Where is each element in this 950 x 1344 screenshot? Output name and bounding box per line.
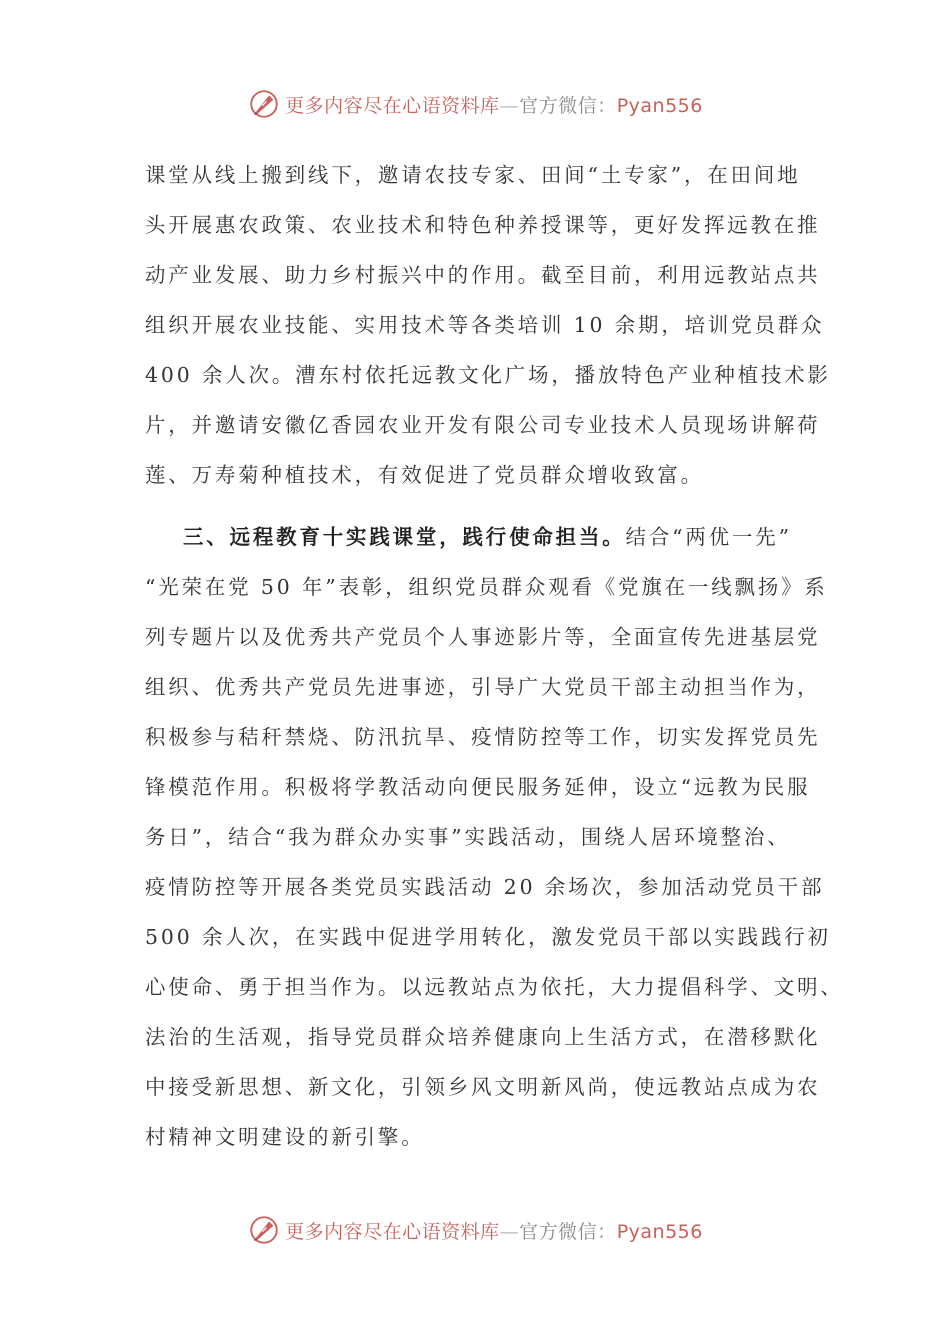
- pen-nib-circle-icon: [247, 1213, 281, 1247]
- text-line: 村精神文明建设的新引擎。: [145, 1125, 425, 1149]
- text-line: 课堂从线上搬到线下，邀请农技专家、田间“土专家”，在田间地: [145, 163, 801, 187]
- text-line: 积极参与秸秆禁烧、防汛抗旱、疫情防控等工作，切实发挥党员先: [145, 725, 821, 749]
- banner-text: [285, 91, 703, 118]
- text-line: 片，并邀请安徽亿香园农业开发有限公司专业技术人员现场讲解荷: [145, 413, 821, 437]
- paragraph-1: [145, 150, 831, 500]
- paragraph-2: [145, 512, 844, 1162]
- banner-dash: —: [499, 1220, 520, 1243]
- banner-site-name: 更多内容尽在心语资料库: [285, 1220, 500, 1243]
- document-body: [145, 150, 844, 1162]
- banner-site-name: 更多内容尽在心语资料库: [285, 94, 500, 117]
- section-heading: 三、远程教育十实践课堂，践行使命担当。: [183, 525, 626, 549]
- banner-wechat-label: 官方微信：: [519, 1220, 617, 1243]
- text-line: 疫情防控等开展各类党员实践活动 20 余场次，参加活动党员干部: [145, 875, 825, 899]
- text-line: 锋模范作用。积极将学教活动向便民服务延伸，设立“远教为民服: [145, 775, 811, 799]
- banner-dash: —: [499, 94, 520, 117]
- text-line: 500 余人次，在实践中促进学用转化，激发党员干部以实践践行初: [145, 925, 831, 949]
- text-line: 中接受新思想、新文化，引领乡风文明新风尚，使远教站点成为农: [145, 1075, 821, 1099]
- text-line: 莲、万寿菊种植技术，有效促进了党员群众增收致富。: [145, 463, 704, 487]
- text-line: 组织开展农业技能、实用技术等各类培训 10 余期，培训党员群众: [145, 313, 825, 337]
- text-line: 400 余人次。漕东村依托远教文化广场，播放特色产业种植技术影: [145, 363, 831, 387]
- banner-text: [285, 1217, 703, 1244]
- heading-line-rest: 结合“两优一先”: [625, 525, 792, 549]
- text-line-first: [145, 512, 815, 562]
- pen-nib-circle-icon: [247, 87, 281, 121]
- text-line: 头开展惠农政策、农业技术和特色种养授课等，更好发挥远教在推: [145, 213, 821, 237]
- text-line: 动产业发展、助力乡村振兴中的作用。截至目前，利用远教站点共: [145, 263, 821, 287]
- text-line: 列专题片以及优秀共产党员个人事迹影片等，全面宣传先进基层党: [145, 625, 821, 649]
- text-line: 组织、优秀共产党员先进事迹，引导广大党员干部主动担当作为，: [145, 675, 821, 699]
- text-line: “光荣在党 50 年”表彰，组织党员群众观看《党旗在一线飘扬》系: [145, 575, 828, 599]
- banner-wechat-label: 官方微信：: [519, 94, 617, 117]
- text-line: 务日”，结合“我为群众办实事”实践活动，围绕人居环境整治、: [145, 825, 791, 849]
- banner-wechat-handle: Pyan556: [616, 94, 703, 117]
- footer-banner: [0, 1210, 950, 1250]
- paragraph-gap: [145, 500, 815, 512]
- banner-wechat-handle: Pyan556: [616, 1220, 703, 1243]
- text-line: 心使命、勇于担当作为。以远教站点为依托，大力提倡科学、文明、: [145, 975, 844, 999]
- header-banner: [0, 84, 950, 124]
- text-line: 法治的生活观，指导党员群众培养健康向上生活方式，在潜移默化: [145, 1025, 821, 1049]
